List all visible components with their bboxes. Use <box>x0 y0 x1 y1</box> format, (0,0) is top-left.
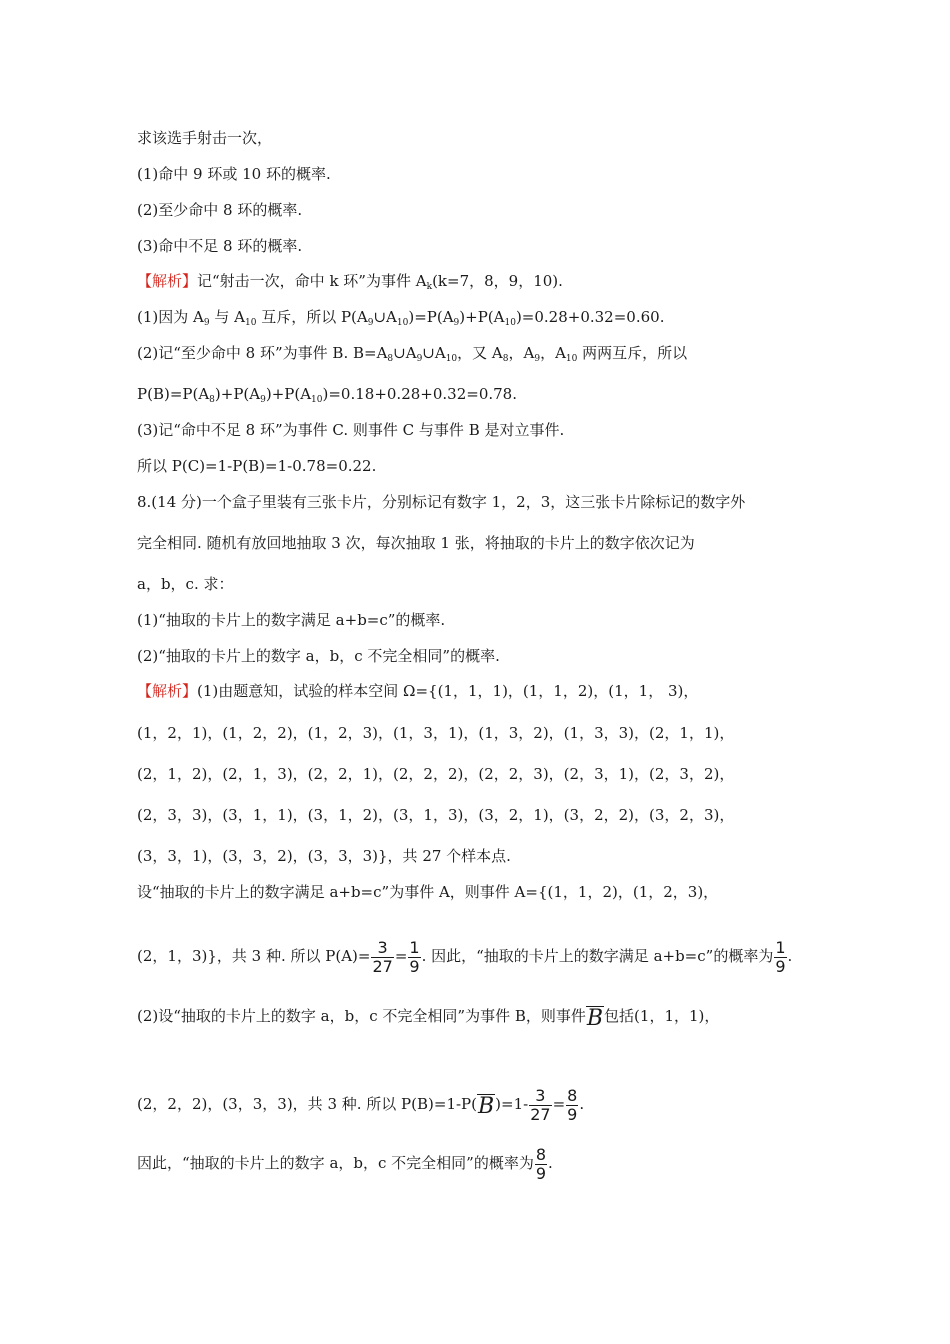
s8-line-9: (2，2，2)，(3，3，3)，共 3 种. 所以 P(B)=1-P(B)=1- $\frac{3}{27}$ = $\frac{8}{9}$ . <box>137 1085 585 1124</box>
s7-line-2: (2)记“至少命中 8 环”为事件 B. $B=A_8\cup A_9\cup A_{10}$，又 $A_8$，$A_9$，$A_{10}$ 两两互斥，所以 <box>137 344 688 364</box>
s8-line-8: (2)设“抽取的卡片上的数字 a，b，c 不完全相同”为事件 B，则事件B包括(1，1，1)， <box>137 1006 720 1031</box>
q7-intro: 求该选手射击一次， <box>137 129 273 147</box>
s7-intro: 【解析】记“射击一次，命中 k 环”为事件 $A_k(k=7$，8，9，10). <box>137 272 563 292</box>
q8-line-4: (1)“抽取的卡片上的数字满足 a+b=c”的概率. <box>137 611 446 629</box>
fraction: $\frac{3}{27}$ <box>530 1085 551 1124</box>
s7-line-3: $P(B)=P(A_8)+P(A_9)+P(A_{10})=0.18+0.28+0.32=0.78$. <box>137 385 517 405</box>
s8-line-1: 【解析】(1)由题意知，试验的样本空间 Ω={(1，1，1)，(1，1，2)，(1，1， 3)， <box>137 682 699 700</box>
q8-line-2: 完全相同. 随机有放回地抽取 3 次，每次抽取 1 张，将抽取的卡片上的数字依次记为 <box>137 534 695 552</box>
fraction: $\frac{1}{9}$ <box>409 937 420 976</box>
fraction: $\frac{1}{9}$ <box>775 937 786 976</box>
s7-line-4: (3)记“命中不足 8 环”为事件 C. 则事件 C 与事件 B 是对立事件. <box>137 421 565 439</box>
s7-line-1: (1)因为 $A_9$ 与 $A_{10}$ 互斥，所以 $P(A_9\cup A_{10})=P(A_9)+P(A_{10})=0.28+0.32=0.60$. <box>137 308 665 328</box>
solution-tag: 【解析】 <box>137 682 198 700</box>
complement-b-symbol: B <box>586 1006 604 1031</box>
solution-tag: 【解析】 <box>137 272 198 290</box>
q7-item-1: (1)命中 9 环或 10 环的概率. <box>137 165 331 183</box>
q8-line-3: a，b，c. 求： <box>137 575 234 593</box>
s8-line-4: (2，3，3)，(3，1，1)，(3，1，2)，(3，1，3)，(3，2，1)，(3，2，2)，(3，2，3)， <box>137 806 735 824</box>
s8-line-7: (2，1，3)}，共 3 种. 所以 P(A)= $\frac{3}{27}$ = $\frac{1}{9}$ . 因此，“抽取的卡片上的数字满足 a+b=c”的概率为 $\frac{1}{9}$ . <box>137 937 793 976</box>
s7-line-5: 所以 P(C)=1-P(B)=1-0.78=0.22. <box>137 457 377 475</box>
q8-line-1: 8.(14 分)一个盒子里装有三张卡片，分别标记有数字 1，2，3，这三张卡片除标记的数字外 <box>137 493 746 511</box>
fraction: $\frac{8}{9}$ <box>567 1085 578 1124</box>
q8-line-5: (2)“抽取的卡片上的数字 a，b，c 不完全相同”的概率. <box>137 647 500 665</box>
complement-b-symbol: B <box>478 1094 495 1119</box>
s8-line-6: 设“抽取的卡片上的数字满足 a+b=c”为事件 A，则事件 A={(1，1，2)，(1，2，3)， <box>137 883 719 901</box>
s8-line-5: (3，3，1)，(3，3，2)，(3，3，3)}，共 27 个样本点. <box>137 847 511 865</box>
s8-line-3: (2，1，2)，(2，1，3)，(2，2，1)，(2，2，2)，(2，2，3)，(2，3，1)，(2，3，2)， <box>137 765 735 783</box>
fraction: $\frac{3}{27}$ <box>372 937 393 976</box>
s8-line-10: 因此，“抽取的卡片上的数字 a，b，c 不完全相同”的概率为 $\frac{8}{9}$ . <box>137 1144 553 1183</box>
q7-item-3: (3)命中不足 8 环的概率. <box>137 237 303 255</box>
q7-item-2: (2)至少命中 8 环的概率. <box>137 201 303 219</box>
fraction: $\frac{8}{9}$ <box>535 1144 547 1183</box>
s8-line-2: (1，2，1)，(1，2，2)，(1，2，3)，(1，3，1)，(1，3，2)，(1，3，3)，(2，1，1)， <box>137 724 735 742</box>
